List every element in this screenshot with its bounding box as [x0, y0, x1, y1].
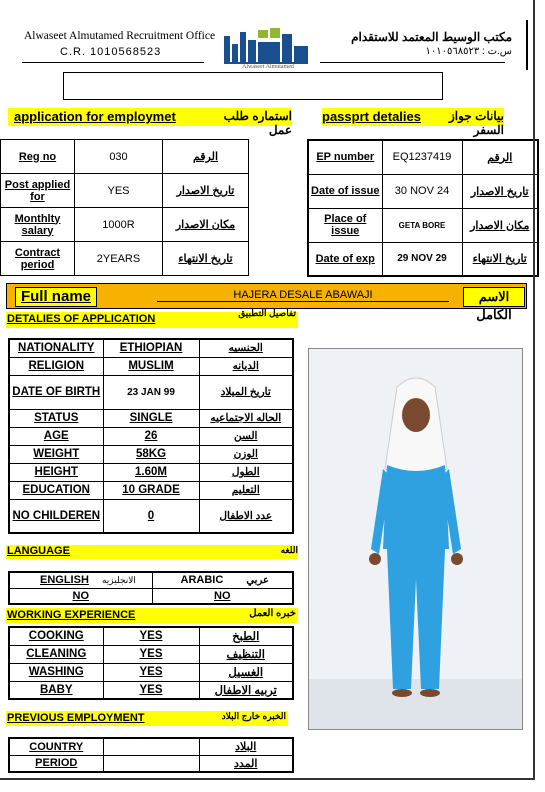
reg-no-label: Reg no [1, 140, 75, 174]
detail-value: 58KG [103, 445, 199, 463]
detail-value: 23 JAN 99 [103, 375, 199, 409]
experience-label: CLEANING [9, 645, 103, 663]
experience-label: COOKING [9, 627, 103, 645]
detail-value: ETHIOPIAN [103, 339, 199, 357]
english-cell [9, 572, 152, 588]
applicant-photo [308, 348, 523, 730]
detail-value: MUSLIM [103, 357, 199, 375]
language-title-bar [6, 545, 298, 559]
full-name-value: HAJERA DESALE ABAWAJI [157, 289, 449, 302]
detail-label-ar: السن [199, 427, 293, 445]
previous-label-ar: البلاد [199, 738, 293, 755]
table-row [9, 357, 293, 375]
table-row [1, 242, 249, 276]
detail-label: STATUS [9, 409, 103, 427]
experience-label: BABY [9, 681, 103, 699]
detail-label: NATIONALITY [9, 339, 103, 357]
experience-title-ar: خبره العمل [249, 608, 296, 619]
table-row [9, 663, 293, 681]
header-divider-left [22, 62, 204, 63]
table-row [308, 208, 538, 242]
detail-label-ar: الحاله الاجتماعيه [199, 409, 293, 427]
expiry-label-ar: تاريخ الانتهاء [462, 242, 538, 276]
english-label: ENGLISH [40, 574, 89, 587]
table-row [9, 427, 293, 445]
details-table [8, 338, 294, 534]
full-name-label: Full name [15, 287, 97, 307]
office-name-en: Alwaseet Almutamed Recruitment Office [24, 30, 216, 42]
previous-title: PREVIOUS EMPLOYMENT [7, 712, 145, 724]
cr-number-en: C.R. 1010568523 [60, 46, 162, 58]
table-row [9, 445, 293, 463]
contract-label: Contract period [1, 242, 75, 276]
issue-place-value: GETA BORE [382, 208, 462, 242]
previous-table [8, 737, 294, 773]
table-row [1, 174, 249, 208]
passport-title: passprt detalies [322, 109, 421, 124]
previous-label: PERIOD [9, 755, 103, 772]
table-row [308, 174, 538, 208]
post-applied-label-ar: تاريخ الاصدار [163, 174, 249, 208]
table-row [9, 627, 293, 645]
arabic-label: ARABIC [180, 574, 224, 587]
previous-title-ar: الخبره خارج البلاد [221, 711, 286, 721]
cr-number-ar: س.ت : ١٠١٠٥٦٨٥٢٣ [425, 46, 512, 57]
salary-value: 1000R [75, 208, 163, 242]
experience-value: YES [103, 627, 199, 645]
detail-label: NO CHILDEREN [9, 499, 103, 533]
application-title-bar [8, 108, 292, 137]
table-row [9, 463, 293, 481]
previous-label: COUNTRY [9, 738, 103, 755]
expiry-value: 29 NOV 29 [382, 242, 462, 276]
table-row [1, 140, 249, 174]
experience-label: WASHING [9, 663, 103, 681]
reg-no-value: 030 [75, 140, 163, 174]
contract-value: 2YEARS [75, 242, 163, 276]
detail-value: 1.60M [103, 463, 199, 481]
english-label-ar: الانجليزيه [101, 575, 136, 586]
detail-label: HEIGHT [9, 463, 103, 481]
language-title-ar: اللغه [280, 545, 298, 555]
previous-value [103, 755, 199, 772]
english-value: NO [9, 588, 152, 604]
post-applied-label: Post applied for [1, 174, 75, 208]
arabic-cell [152, 572, 293, 588]
details-title: DETALIES OF APPLICATION [7, 313, 156, 325]
detail-label-ar: الوزن [199, 445, 293, 463]
table-row [308, 242, 538, 276]
application-title: application for employmet [14, 109, 176, 124]
experience-title-bar [6, 608, 298, 623]
experience-title: WORKING EXPERIENCE [7, 609, 136, 621]
detail-value: 26 [103, 427, 199, 445]
passport-table [307, 139, 539, 277]
detail-label-ar: الطول [199, 463, 293, 481]
experience-label-ar: التنظيف [199, 645, 293, 663]
application-title-ar: استماره طلب عمل [223, 109, 292, 137]
table-row [308, 140, 538, 174]
detail-label-ar: تاريخ الميلاد [199, 375, 293, 409]
header-blank-box [63, 72, 443, 100]
expiry-label: Date of exp [308, 242, 382, 276]
post-applied-value: YES [75, 174, 163, 208]
table-row [9, 738, 293, 755]
language-title: LANGUAGE [7, 545, 70, 557]
experience-table [8, 626, 294, 700]
detail-label: RELIGION [9, 357, 103, 375]
issue-place-label: Place of issue [308, 208, 382, 242]
detail-label-ar: الجنسيه [199, 339, 293, 357]
previous-title-bar [6, 711, 288, 726]
experience-value: YES [103, 681, 199, 699]
issue-date-label-ar: تاريخ الاصدار [462, 174, 538, 208]
detail-label-ar: عدد الاطفال [199, 499, 293, 533]
experience-value: YES [103, 663, 199, 681]
ep-number-value: EQ1237419 [382, 140, 462, 174]
experience-label-ar: الغسيل [199, 663, 293, 681]
details-title-ar: تفاصيل التطبيق [238, 308, 296, 318]
previous-label-ar: المدد [199, 755, 293, 772]
ep-number-label-ar: الرقم [462, 140, 538, 174]
detail-value: 10 GRADE [103, 481, 199, 499]
contract-label-ar: تاريخ الانتهاء [163, 242, 249, 276]
issue-date-label: Date of issue [308, 174, 382, 208]
table-row [9, 499, 293, 533]
salary-label: Monthlty salary [1, 208, 75, 242]
issue-place-label-ar: مكان الاصدار [462, 208, 538, 242]
table-row [9, 409, 293, 427]
detail-value: 0 [103, 499, 199, 533]
table-row [9, 339, 293, 357]
language-table [8, 571, 294, 605]
previous-value [103, 738, 199, 755]
table-row [9, 481, 293, 499]
arabic-value: NO [152, 588, 293, 604]
detail-value: SINGLE [103, 409, 199, 427]
passport-title-ar: بيانات جواز السفر [449, 109, 504, 137]
header-divider-right [320, 62, 505, 63]
table-row [9, 375, 293, 409]
table-row [1, 208, 249, 242]
table-row [9, 645, 293, 663]
ep-number-label: EP number [308, 140, 382, 174]
detail-label-ar: الديانه [199, 357, 293, 375]
passport-title-bar [322, 108, 504, 137]
detail-label: AGE [9, 427, 103, 445]
arabic-label-ar: عربي [246, 575, 269, 587]
detail-label: WEIGHT [9, 445, 103, 463]
office-name-ar: مكتب الوسيط المعتمد للاستقدام [351, 30, 512, 44]
detail-label: EDUCATION [9, 481, 103, 499]
table-row [9, 755, 293, 772]
reg-no-label-ar: الرقم [163, 140, 249, 174]
table-row [9, 681, 293, 699]
details-title-bar [6, 308, 298, 328]
detail-label-ar: التعليم [199, 481, 293, 499]
salary-label-ar: مكان الاصدار [163, 208, 249, 242]
issue-date-value: 30 NOV 24 [382, 174, 462, 208]
detail-label: DATE OF BIRTH [9, 375, 103, 409]
experience-label-ar: الطبخ [199, 627, 293, 645]
table-row [9, 572, 293, 588]
full-name-label-ar: الاسم الكامل [463, 287, 525, 307]
experience-value: YES [103, 645, 199, 663]
application-info-table [0, 139, 249, 276]
table-row [9, 588, 293, 604]
logo-caption: Alwaseet Almutamed [242, 64, 294, 70]
experience-label-ar: تربيه الاطفال [199, 681, 293, 699]
header-edge [526, 20, 528, 70]
